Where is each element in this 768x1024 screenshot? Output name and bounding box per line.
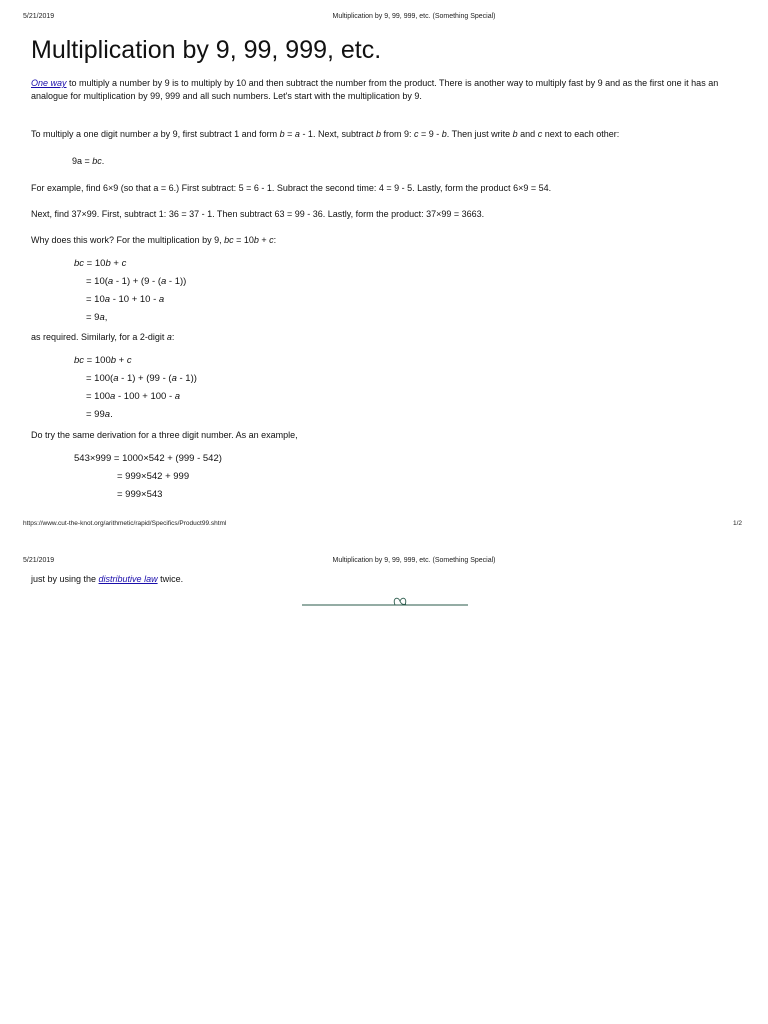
derivation2-line1: bc = 100b + c xyxy=(74,355,132,366)
required-paragraph: as required. Similarly, for a 2-digit a: xyxy=(31,332,175,342)
derivation3-line1: 543×999 = 1000×542 + (999 - 542) xyxy=(74,453,222,464)
derivation1-line1: bc = 10b + c xyxy=(74,258,127,269)
one-way-link[interactable]: One way xyxy=(31,78,67,88)
try-paragraph: Do try the same derivation for a three digit number. As an example, xyxy=(31,430,298,440)
intro-paragraph xyxy=(31,77,739,103)
page2-header-title: Multiplication by 9, 99, 999, etc. (Something Special) xyxy=(332,557,496,564)
example-6x9: For example, find 6×9 (so that a = 6.) First subtract: 5 = 6 - 1. Subract the second time: 4 = 9 - 5. Lastly, form the product 6×9 = 54. xyxy=(31,183,552,193)
method-paragraph: To multiply a one digit number a by 9, first subtract 1 and form b = a - 1. Next, subtract b from 9: c = 9 - b. Then just write b and c next to each other: xyxy=(31,129,620,139)
page-title: Multiplication by 9, 99, 999, etc. xyxy=(31,36,382,64)
page-header xyxy=(0,13,768,25)
example-37x99: Next, find 37×99. First, subtract 1: 36 = 37 - 1. Then subtract 63 = 99 - 36. Lastly, form the product: 37×99 = 3663. xyxy=(31,209,485,219)
derivation2-line3: = 100a - 100 + 100 - a xyxy=(86,391,181,402)
header-date: 5/21/2019 xyxy=(23,13,55,20)
page2-header-date: 5/21/2019 xyxy=(23,557,55,564)
header-title: Multiplication by 9, 99, 999, etc. (Something Special) xyxy=(332,13,496,20)
footer-url: https://www.cut-the-knot.org/arithmetic/rapid/Specifics/Product99.shtml xyxy=(23,520,227,527)
derivation3-line3: = 999×543 xyxy=(117,489,163,500)
derivation1-line3: = 10a - 10 + 10 - a xyxy=(86,294,165,305)
derivation2-line2: = 100(a - 1) + (99 - (a - 1)) xyxy=(86,373,197,384)
closing-paragraph: just by using the distributive law twice. xyxy=(31,574,184,584)
derivation2-line4: = 99a. xyxy=(86,409,113,420)
derivation3-line2: = 999×542 + 999 xyxy=(117,471,190,482)
footer-page-number: 1/2 xyxy=(733,520,743,527)
intro-text: to multiply a number by 9 is to multiply by 10 and then subtract the number from the product. There is another way to multiply fast by 9 and as the first one it has an analogue for multiplication by 99, 999 and all such numbers. Let's start with the multiplication by 9. xyxy=(31,78,719,101)
page2-header xyxy=(0,557,768,569)
divider-ornament-icon xyxy=(302,595,468,609)
derivation1-line2: = 10(a - 1) + (9 - (a - 1)) xyxy=(86,276,187,287)
distributive-law-link[interactable]: distributive law xyxy=(98,574,158,584)
why-paragraph: Why does this work? For the multiplication by 9, bc = 10b + c: xyxy=(31,235,277,245)
derivation1-line4: = 9a, xyxy=(86,312,108,323)
formula-9a: 9a = bc. xyxy=(72,156,105,166)
